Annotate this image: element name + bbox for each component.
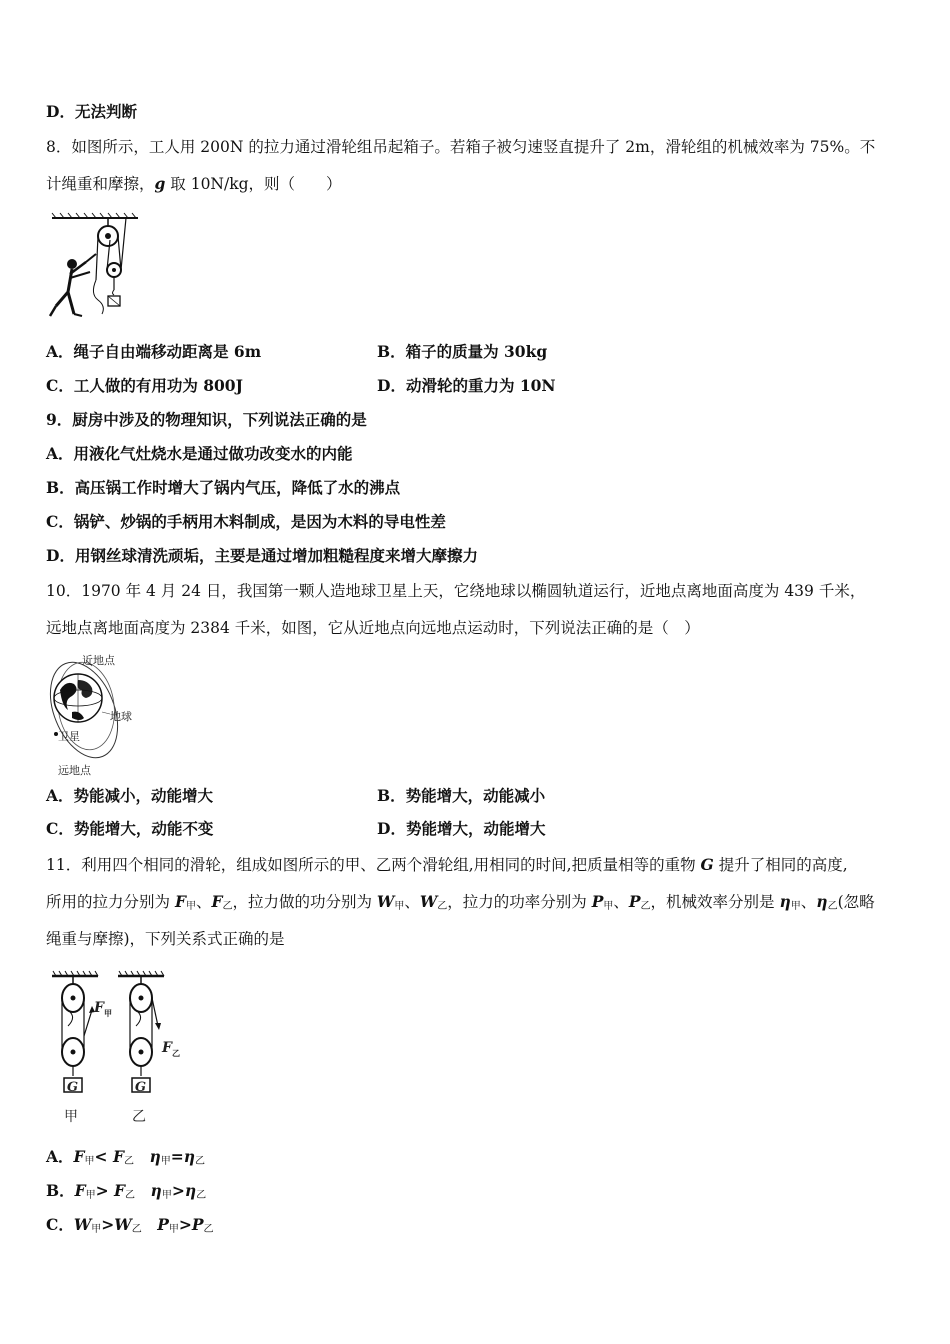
sym: F (112, 1147, 124, 1166)
q11-sym-F: F (211, 892, 223, 911)
option-label: C． (46, 819, 74, 838)
option-label: B． (46, 1181, 75, 1200)
q11-sym-P: P (628, 892, 641, 911)
op: < (94, 1147, 113, 1166)
option-label: A． (46, 786, 74, 805)
q11-option-b (46, 1181, 206, 1206)
q11-caption-yi: 乙 (132, 1109, 146, 1125)
sym: η (149, 1147, 161, 1166)
option-text: 势能增大，动能增大 (405, 819, 546, 838)
q9-stem (46, 410, 367, 430)
option-label: B． (377, 786, 406, 805)
option-label: B． (377, 342, 406, 361)
op: > (171, 1181, 185, 1200)
q11-option-a (46, 1147, 205, 1172)
q10-option-b (377, 786, 545, 806)
option-text: 用钢丝球清洗顽垢，主要是通过增加粗糙程度来增大摩擦力 (74, 546, 478, 565)
option-text: 高压锅工作时增大了锅内气压，降低了水的沸点 (74, 478, 401, 497)
q11-G-symbol: G (700, 855, 714, 874)
sym: P (157, 1215, 169, 1234)
q11-sym-eta: η (816, 892, 828, 911)
sym: W (73, 1215, 92, 1234)
option-label: B． (46, 478, 75, 497)
option-text: 势能增大，动能减小 (405, 786, 546, 805)
q11-option-c (46, 1215, 214, 1240)
q8-option-d (377, 376, 556, 396)
sub: 甲 (84, 1156, 95, 1167)
q10-option-c (46, 819, 213, 839)
sub: 乙 (196, 1190, 207, 1201)
q11-sub: 甲 (603, 901, 614, 912)
sub: 乙 (131, 1224, 142, 1235)
q11-text: (忽略 (837, 893, 875, 911)
option-label: D． (377, 819, 406, 838)
q11-sym-F: F (174, 892, 186, 911)
option-label: C． (46, 1215, 74, 1234)
sym: F (73, 1147, 85, 1166)
q11-sub: 乙 (827, 901, 838, 912)
q9-option-c (46, 512, 446, 532)
q8-stem-line2b: 取 10N/kg，则（ ） (165, 175, 342, 193)
q11-sym-P: P (591, 892, 604, 911)
option-text: 势能减小，动能增大 (73, 786, 214, 805)
q11-sub: 甲 (185, 901, 196, 912)
q11-stem-line1 (46, 855, 848, 875)
q11-sub: 甲 (394, 901, 405, 912)
option-text: 动滑轮的重力为 10N (405, 376, 556, 395)
sub: 甲 (168, 1224, 179, 1235)
q11-text: 、 (800, 893, 817, 911)
sub: 乙 (123, 1156, 134, 1167)
q10-option-d (377, 819, 545, 839)
q8-stem-line2a: 计绳重和摩擦， (46, 175, 155, 193)
q8-stem-line2 (46, 174, 342, 194)
sym: η (183, 1147, 196, 1166)
sub: 甲 (85, 1190, 96, 1201)
q11-sub: 乙 (640, 901, 651, 912)
sub: 甲 (160, 1156, 171, 1167)
option-label: C． (46, 512, 74, 531)
option-text: 用液化气灶烧水是通过做功改变水的内能 (73, 444, 353, 463)
q11-F-sub-jia: 甲 (103, 1007, 112, 1018)
q10-stem-line2 (46, 618, 700, 638)
q11-sub: 乙 (222, 901, 233, 912)
q11-text: 所用的拉力分别为 (46, 893, 175, 911)
option-text: 绳子自由端移动距离是 6m (73, 342, 262, 361)
sub: 乙 (195, 1156, 206, 1167)
q11-sub: 甲 (790, 901, 801, 912)
q10-label-apogee: 远地点 (58, 764, 91, 777)
option-text: 箱子的质量为 30kg (405, 342, 548, 361)
q11-F-label: F (94, 1000, 104, 1016)
q11-stem-line3 (46, 929, 285, 949)
sub: 甲 (161, 1190, 172, 1201)
q8-figure-pulley-worker (46, 210, 146, 322)
q8-stem-line1 (46, 137, 875, 157)
q11-stem-line3-text: 绳重与摩擦)，下列关系式正确的是 (46, 930, 285, 948)
q11-text: ，拉力的功率分别为 (447, 893, 592, 911)
op: > (101, 1215, 115, 1234)
q11-force-label-yi (162, 1040, 180, 1059)
q8-option-a (46, 342, 261, 362)
option-label: A． (46, 1147, 74, 1166)
sym: η (184, 1181, 197, 1200)
q11-caption-jia: 甲 (64, 1109, 78, 1125)
q10-stem-line1-text: 10．1970 年 4 月 24 日，我国第一颗人造地球卫星上天，它绕地球以椭圆轨道运行，近地点离地面高度为 439 千米， (46, 582, 866, 600)
sub: 乙 (125, 1190, 136, 1201)
op: > (95, 1181, 115, 1200)
q9-option-b (46, 478, 400, 498)
q7-option-d-text: D．无法判断 (46, 102, 137, 121)
option-label: D． (377, 376, 406, 395)
q11-F-label: F (162, 1040, 172, 1056)
q9-option-a (46, 444, 353, 464)
q8-stem-line1-text: 8．如图所示，工人用 200N 的拉力通过滑轮组吊起箱子。若箱子被匀速竖直提升了 2m，滑轮组的机械效率为 75%。不 (46, 138, 876, 156)
option-text: 工人做的有用功为 800J (73, 376, 243, 395)
sym: F (74, 1181, 86, 1200)
q11-stem-line2 (46, 892, 875, 917)
sym: W (114, 1215, 132, 1234)
q11-sym-eta: η (779, 892, 791, 911)
q11-stem-line1a: 11．利用四个相同的滑轮，组成如图所示的甲、乙两个滑轮组,用相同的时间,把质量相等的重物 (46, 856, 701, 874)
q11-sub: 乙 (437, 901, 448, 912)
q11-text: ，机械效率分别是 (650, 893, 780, 911)
q10-label-perigee: 近地点 (82, 654, 115, 667)
gap (135, 1182, 151, 1200)
q11-F-sub-yi: 乙 (171, 1047, 180, 1058)
q11-sym-W: W (419, 892, 438, 911)
q8-g-symbol: g (154, 174, 166, 193)
q11-force-label-jia (94, 1000, 112, 1019)
option-label: D． (46, 546, 75, 565)
q11-stem-line1b: 提升了相同的高度, (713, 856, 848, 874)
q11-text: 、 (404, 893, 420, 911)
q9-option-d (46, 546, 478, 566)
sym: F (114, 1181, 126, 1200)
option-text: 锅铲、炒锅的手柄用木料制成，是因为木料的导电性差 (73, 512, 446, 531)
q9-stem-text: 9．厨房中涉及的物理知识，下列说法正确的是 (46, 410, 367, 429)
q10-stem-line1 (46, 581, 865, 601)
q11-weight-label-jia: G (67, 1080, 79, 1095)
q11-text: 、 (195, 893, 212, 911)
sym: η (150, 1181, 162, 1200)
op: = (170, 1147, 184, 1166)
option-text: 势能增大，动能不变 (73, 819, 214, 838)
q10-label-earth: 地球 (110, 710, 132, 723)
q7-option-d (46, 102, 137, 122)
option-label: C． (46, 376, 74, 395)
sub: 甲 (91, 1224, 102, 1235)
op: > (178, 1215, 192, 1234)
q11-text: 、 (613, 893, 629, 911)
q10-option-a (46, 786, 213, 806)
option-label: A． (46, 342, 74, 361)
option-label: A． (46, 444, 74, 463)
q10-stem-line2-text: 远地点离地面高度为 2384 千米，如图，它从近地点向远地点运动时，下列说法正确的是（ ） (46, 619, 700, 637)
gap (142, 1216, 158, 1234)
q10-label-satellite: 卫星 (58, 730, 80, 743)
q8-option-c (46, 376, 243, 396)
gap (134, 1148, 150, 1166)
sym: P (191, 1215, 204, 1234)
q11-sym-W: W (376, 892, 395, 911)
sub: 乙 (203, 1224, 214, 1235)
q11-weight-label-yi: G (135, 1080, 147, 1095)
q8-option-b (377, 342, 547, 362)
q11-text: ，拉力做的功分别为 (232, 893, 377, 911)
